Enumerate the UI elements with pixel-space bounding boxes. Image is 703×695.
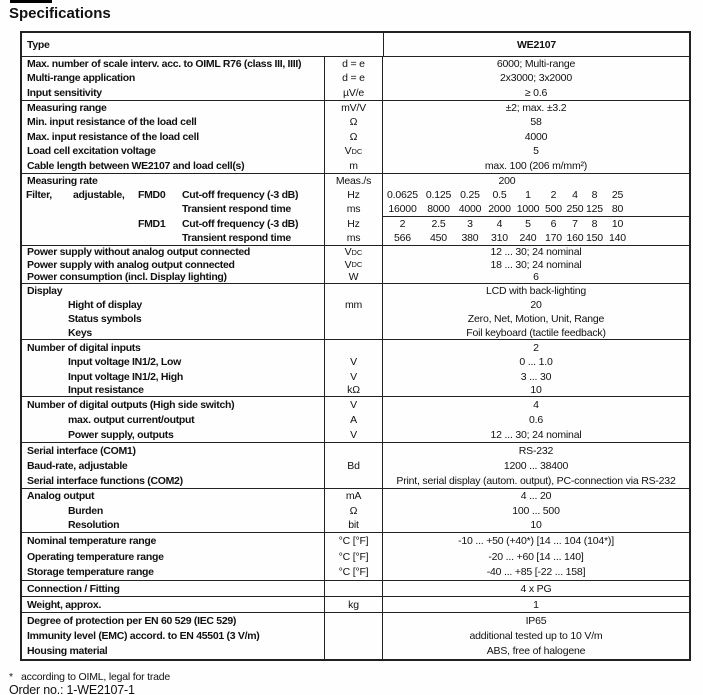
spec-row	[22, 231, 689, 245]
spec-unit: kg	[324, 597, 382, 612]
table-header-model-value	[383, 33, 689, 56]
spec-row	[22, 326, 689, 339]
spec-row	[22, 258, 689, 271]
filter-values-grid	[383, 232, 631, 244]
spec-unit: Hz	[324, 188, 382, 202]
filter-value: 2	[399, 218, 406, 230]
spec-value: 10	[382, 518, 689, 532]
spec-section	[22, 612, 689, 659]
spec-row	[22, 115, 689, 129]
spec-section	[22, 283, 689, 339]
spec-value: 6	[382, 271, 689, 284]
spec-unit: mV/V	[324, 101, 382, 115]
spec-value	[382, 231, 689, 245]
filter-value: 170	[545, 231, 562, 244]
spec-unit: mA	[324, 489, 382, 503]
spec-row	[22, 489, 689, 503]
spec-row	[22, 284, 689, 298]
spec-label: Burden	[68, 504, 103, 517]
spec-section	[22, 596, 689, 612]
spec-label: Input resistance	[68, 384, 144, 397]
spec-section	[22, 580, 689, 596]
spec-label-part: Cut-off frequency (-3 dB)	[182, 189, 299, 202]
footnote-asterisk: *	[9, 671, 13, 683]
filter-value: 240	[519, 231, 537, 244]
spec-value: IP65	[382, 613, 689, 628]
spec-unit: V DC	[324, 258, 382, 271]
spec-label: Hight of display	[68, 299, 142, 312]
spec-value: 4 ... 20	[382, 489, 689, 503]
filter-value: 80	[611, 203, 624, 216]
spec-label	[22, 231, 324, 245]
spec-value: ±2; max. ±3.2	[382, 101, 689, 115]
page-edge-mark	[10, 0, 52, 3]
spec-unit: Ω	[324, 115, 382, 129]
filter-value: 4	[496, 218, 503, 230]
filter-value: 160	[566, 231, 584, 244]
spec-row	[22, 629, 689, 644]
spec-unit: V DC	[324, 246, 382, 259]
spec-unit: V	[324, 397, 382, 412]
spec-unit: d = e	[324, 71, 382, 85]
type-label-text: Type	[27, 38, 50, 51]
filter-value: 8	[591, 189, 598, 202]
spec-value	[382, 202, 689, 216]
spec-section	[22, 56, 689, 100]
spec-label: Cable length between WE2107 and load cell(s)	[27, 159, 245, 172]
spec-row	[22, 427, 689, 442]
spec-unit	[324, 581, 382, 596]
spec-label: Analog output	[27, 490, 95, 503]
spec-value: 1200 ... 38400	[382, 458, 689, 473]
spec-unit	[324, 326, 382, 339]
spec-row	[22, 355, 689, 370]
spec-section	[22, 245, 689, 284]
spec-unit: W	[324, 271, 382, 284]
filter-value: 0.125	[425, 189, 452, 202]
spec-unit: V	[324, 355, 382, 370]
spec-row	[22, 565, 689, 581]
spec-label: Resolution	[68, 519, 120, 532]
spec-label-part: Transient respond time	[182, 231, 291, 244]
filter-values-grid	[383, 203, 631, 215]
spec-value: 10	[382, 384, 689, 397]
table-header-row	[22, 33, 689, 56]
filter-value: 1000	[516, 203, 540, 216]
filter-value: 0.0625	[387, 189, 418, 202]
filter-value: 4	[572, 189, 578, 202]
spec-label-part: adjustable,	[73, 189, 125, 202]
spec-row	[22, 597, 689, 612]
spec-unit: V	[324, 427, 382, 442]
spec-row	[22, 144, 689, 158]
table-header-type-label	[22, 33, 383, 56]
filter-values-grid	[383, 189, 631, 201]
spec-value: -40 ... +85 [-22 ... 158]	[382, 565, 689, 581]
spec-unit: A	[324, 412, 382, 427]
spec-section	[22, 339, 689, 396]
spec-value: 4000	[382, 130, 689, 144]
spec-row	[22, 384, 689, 397]
filter-value: 16000	[388, 203, 417, 216]
filter-values-grid	[383, 218, 631, 230]
spec-label: Housing material	[27, 645, 108, 658]
spec-row	[22, 533, 689, 549]
spec-value: 4	[382, 397, 689, 412]
spec-row	[22, 298, 689, 312]
spec-value: RS-232	[382, 443, 689, 458]
spec-section	[22, 488, 689, 532]
order-number: Order no.: 1-WE2107-1	[9, 683, 135, 695]
spec-unit: V	[324, 369, 382, 384]
filter-value: 2	[550, 189, 557, 202]
spec-label: Weight, approx.	[27, 598, 102, 611]
spec-label: Nominal temperature range	[27, 535, 157, 548]
filter-value: 0.5	[492, 189, 507, 202]
spec-unit: V DC	[324, 144, 382, 158]
spec-value: 0.6	[382, 412, 689, 427]
spec-label: Immunity level (EMC) accord. to EN 45501 (3 V/m)	[27, 630, 260, 643]
spec-label: Number of digital inputs	[27, 341, 141, 354]
spec-label: Input voltage IN1/2, Low	[68, 356, 181, 369]
filter-value: 500	[545, 203, 562, 216]
spec-label: Baud-rate, adjustable	[27, 459, 128, 472]
spec-label: Degree of protection per EN 60 529 (IEC 529)	[27, 614, 237, 627]
spec-value: 2	[382, 340, 689, 355]
spec-label	[22, 188, 324, 202]
spec-section	[22, 396, 689, 442]
spec-unit: d = e	[324, 57, 382, 71]
spec-unit	[324, 473, 382, 488]
spec-value: -20 ... +60 [14 ... 140]	[382, 549, 689, 565]
spec-value: 18 ... 30; 24 nominal	[382, 258, 689, 271]
spec-row	[22, 216, 689, 230]
spec-section	[22, 442, 689, 488]
filter-value: 450	[430, 231, 447, 244]
spec-row	[22, 340, 689, 355]
spec-row	[22, 130, 689, 144]
spec-unit: Ω	[324, 504, 382, 518]
spec-row	[22, 202, 689, 216]
spec-section	[22, 173, 689, 245]
spec-section	[22, 100, 689, 173]
filter-value: 140	[609, 231, 626, 244]
spec-value: 2x3000; 3x2000	[382, 71, 689, 85]
spec-label: Power supply with analog output connected	[27, 258, 235, 271]
spec-value	[382, 174, 689, 188]
spec-label: Serial interface (COM1)	[27, 444, 136, 457]
spec-value	[382, 188, 689, 202]
spec-row	[22, 412, 689, 427]
spec-label: Operating temperature range	[27, 550, 164, 563]
spec-label: Storage temperature range	[27, 566, 154, 579]
spec-value: ABS, free of halogene	[382, 644, 689, 659]
table-footnote	[9, 671, 170, 683]
spec-label-part: FMD1	[138, 217, 166, 230]
filter-value: 250	[566, 203, 584, 216]
spec-value: 3 ... 30	[382, 369, 689, 384]
spec-label: Max. number of scale interv. acc. to OIML R76 (class III, IIII)	[27, 58, 302, 71]
spec-label: max. output current/output	[68, 413, 195, 426]
spec-row	[22, 71, 689, 85]
spec-row	[22, 188, 689, 202]
spec-unit: Meas./s	[324, 174, 382, 188]
spec-label: Connection / Fitting	[27, 582, 120, 595]
filter-value: 2000	[488, 203, 511, 216]
spec-value: 4 x PG	[382, 581, 689, 596]
spec-unit: Bd	[324, 458, 382, 473]
spec-row	[22, 158, 689, 172]
spec-unit	[324, 284, 382, 298]
spec-row	[22, 101, 689, 115]
spec-label	[22, 216, 324, 230]
spec-row	[22, 397, 689, 412]
spec-row	[22, 458, 689, 473]
spec-value: Zero, Net, Motion, Unit, Range	[382, 312, 689, 326]
spec-unit: °C [°F]	[324, 533, 382, 549]
spec-label: Power supply without analog output connected	[27, 246, 251, 259]
spec-label-part: Cut-off frequency (-3 dB)	[182, 217, 299, 230]
filter-value: 4000	[458, 203, 482, 216]
model-name-text: WE2107	[516, 38, 557, 51]
spec-value: 20	[382, 298, 689, 312]
spec-value: ≥ 0.6	[382, 86, 689, 100]
spec-unit: ms	[324, 231, 382, 245]
spec-unit: Hz	[324, 216, 382, 230]
spec-label: Power supply, outputs	[68, 428, 174, 441]
spec-unit: m	[324, 158, 382, 172]
filter-value: 3	[467, 218, 473, 230]
spec-value: 12 ... 30; 24 nominal	[382, 246, 689, 259]
spec-label: Input sensitivity	[27, 86, 102, 99]
spec-label	[22, 202, 324, 216]
spec-value	[382, 216, 689, 230]
spec-section	[22, 532, 689, 580]
filter-value: 10	[611, 218, 624, 230]
filter-value: 380	[461, 231, 479, 244]
page-title: Specifications	[9, 5, 111, 22]
spec-label: Status symbols	[68, 313, 142, 326]
spec-unit	[324, 629, 382, 644]
spec-unit: kΩ	[324, 384, 382, 397]
spec-label: Input voltage IN1/2, High	[68, 370, 184, 383]
spec-value-text: 200	[498, 174, 516, 187]
spec-unit: °C [°F]	[324, 565, 382, 581]
spec-row	[22, 312, 689, 326]
filter-value: 150	[586, 231, 603, 244]
spec-unit	[324, 644, 382, 659]
spec-row	[22, 518, 689, 532]
spec-value: additional tested up to 10 V/m	[382, 629, 689, 644]
spec-unit	[324, 340, 382, 355]
filter-value: 310	[491, 231, 508, 244]
filter-value: 2.5	[431, 218, 446, 230]
spec-row	[22, 613, 689, 628]
spec-label-part: FMD0	[138, 189, 166, 202]
specifications-table	[20, 31, 691, 661]
spec-value: 12 ... 30; 24 nominal	[382, 427, 689, 442]
spec-unit: °C [°F]	[324, 549, 382, 565]
spec-label: Multi-range application	[27, 72, 136, 85]
spec-unit: bit	[324, 518, 382, 532]
spec-label: Min. input resistance of the load cell	[27, 116, 197, 129]
spec-label: Display	[27, 285, 63, 298]
spec-label: Power consumption (incl. Display lighting)	[27, 271, 227, 284]
spec-label-part: Transient respond time	[182, 203, 291, 216]
spec-row	[22, 443, 689, 458]
spec-unit	[324, 613, 382, 628]
spec-row	[22, 549, 689, 565]
spec-row	[22, 57, 689, 71]
spec-value: 6000; Multi-range	[382, 57, 689, 71]
spec-value: 1	[382, 597, 689, 612]
spec-row	[22, 271, 689, 284]
filter-value: 0.25	[460, 189, 480, 202]
spec-row	[22, 504, 689, 518]
filter-value: 8	[591, 218, 598, 230]
filter-value: 125	[586, 203, 603, 216]
spec-value: -10 ... +50 (+40*) [14 ... 104 (104*)]	[382, 533, 689, 549]
spec-row	[22, 473, 689, 488]
spec-value: 0 ... 1.0	[382, 355, 689, 370]
spec-row	[22, 644, 689, 659]
spec-label: Number of digital outputs (High side switch)	[27, 398, 235, 411]
spec-row	[22, 174, 689, 188]
spec-unit: ms	[324, 202, 382, 216]
spec-row	[22, 369, 689, 384]
footnote-text: according to OIML, legal for trade	[21, 671, 171, 683]
spec-unit	[324, 443, 382, 458]
spec-row	[22, 246, 689, 259]
filter-value: 6	[550, 218, 557, 230]
filter-value: 1	[525, 189, 531, 202]
filter-value: 7	[572, 218, 578, 230]
spec-label: Keys	[68, 326, 92, 339]
spec-label: Measuring range	[27, 102, 107, 115]
spec-value: max. 100 (206 m/mm²)	[382, 158, 689, 172]
spec-value: 58	[382, 115, 689, 129]
spec-value: Print, serial display (autom. output), PC-connection via RS-232	[382, 473, 689, 488]
spec-value: Foil keyboard (tactile feedback)	[382, 326, 689, 339]
spec-value: 100 ... 500	[382, 504, 689, 518]
filter-value: 8000	[427, 203, 450, 216]
spec-row	[22, 86, 689, 100]
spec-unit	[324, 312, 382, 326]
spec-unit: mm	[324, 298, 382, 312]
filter-value: 566	[394, 231, 411, 244]
spec-label: Load cell excitation voltage	[27, 145, 156, 158]
spec-label-part: Filter,	[26, 189, 52, 202]
spec-row	[22, 581, 689, 596]
spec-label: Serial interface functions (COM2)	[27, 474, 183, 487]
spec-label: Max. input resistance of the load cell	[27, 130, 199, 143]
filter-value: 25	[611, 189, 624, 202]
spec-unit: µV/e	[324, 86, 382, 100]
spec-value: 5	[382, 144, 689, 158]
spec-unit: Ω	[324, 130, 382, 144]
spec-label: Measuring rate	[27, 174, 98, 187]
filter-value: 5	[525, 218, 531, 230]
spec-value: LCD with back-lighting	[382, 284, 689, 298]
